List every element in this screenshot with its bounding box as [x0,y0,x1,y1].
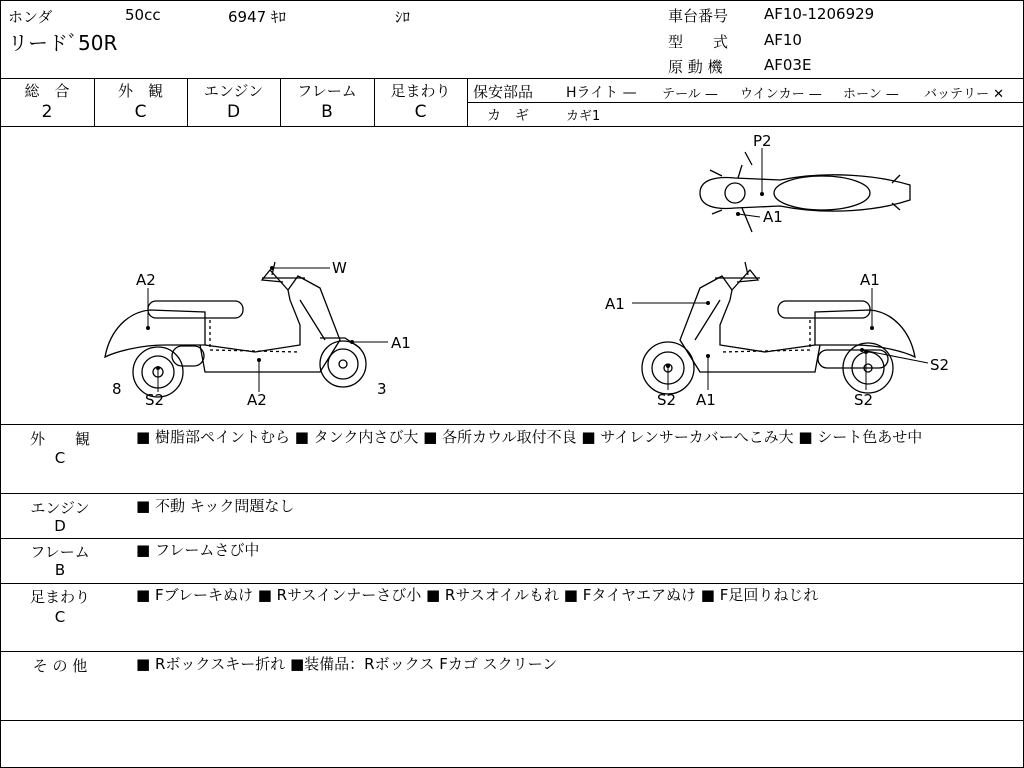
grade-frame-value: B [321,102,333,122]
engine-label: 原 動 機 [668,58,723,76]
label-top-a1: A1 [763,208,783,226]
label-left-3: 3 [377,380,387,398]
remark-engine-label: エンジン [30,499,90,517]
safety-label: 保安部品 [473,83,534,101]
label-left-8: 8 [112,380,122,398]
frame-no-label: 車台番号 [668,7,729,25]
grade-suspension-label: 足まわり [390,82,451,100]
engine-value: AF03E [764,56,812,74]
label-right-s2-muffler: S2 [930,356,950,374]
mileage: 6947 ｷﾛ [228,8,286,26]
scooter-top-view [700,152,910,232]
remark-other-label: そ の 他 [32,657,88,675]
remark-exterior-text: ■ 樹脂部ペイントむら ■ タンク内さび大 ■ 各所カウル取付不良 ■ サイレンサーカバーへこみ大 ■ シート色あせ中 [136,428,923,446]
remark-frame-label: フレーム [30,543,90,561]
grade-frame-label: フレーム [297,82,357,100]
remark-exterior-grade: C [54,449,66,467]
label-right-a1-bottom: A1 [696,391,716,409]
type-label: 型 式 [668,33,729,51]
label-left-a2-top: A2 [136,271,156,289]
type-value: AF10 [764,31,802,49]
remark-suspension-text: ■ Fブレーキぬけ ■ Rサスインナーさび小 ■ Rサスオイルもれ ■ Fタイヤエアぬけ ■ F足回りねじれ [136,586,819,604]
safety-headlight: Hライト — [566,85,637,101]
label-left-a2-bottom: A2 [247,391,267,409]
grade-exterior-value: C [134,102,147,122]
displacement: 50cc [125,6,161,24]
remark-suspension-grade: C [54,608,66,626]
remark-exterior-label: 外 観 [29,430,90,448]
color: ｼﾛ [395,8,411,26]
safety-horn: ホーン — [843,87,899,102]
remark-suspension-label: 足まわり [29,588,90,606]
label-right-a1-seat: A1 [860,271,880,289]
label-top-p2: P2 [753,132,772,150]
grade-overall-label: 総 合 [24,82,70,100]
safety-tail: テール — [662,87,718,102]
grade-engine-label: エンジン [203,82,264,100]
label-left-w: W [332,259,347,277]
grade-suspension-value: C [414,102,427,122]
key-label: カ ギ [487,108,529,124]
damage-diagram [0,127,1024,423]
remark-engine-grade: D [54,517,66,535]
remark-frame-text: ■ フレームさび中 [136,541,260,559]
label-right-s2-rear: S2 [854,391,874,409]
safety-winker: ウインカー — [740,87,822,102]
label-left-a1: A1 [391,334,411,352]
maker: ホンダ [8,8,53,26]
remark-engine-text: ■ 不動 キック問題なし [136,497,295,515]
label-right-s2-front: S2 [657,391,677,409]
model-name: リードﾞ50R [8,31,118,55]
remark-other-text: ■ Rボックスキー折れ ■装備品：Rボックス Fカゴ スクリーン [136,655,558,673]
grade-engine-value: D [226,102,241,122]
label-left-s2: S2 [145,391,165,409]
label-right-a1-front: A1 [605,295,625,313]
grade-exterior-label: 外 観 [117,82,163,100]
safety-battery: バッテリー ✕ [924,87,1005,102]
grade-overall-value: 2 [41,102,53,122]
key-value: カギ1 [566,109,601,124]
remark-frame-grade: B [54,561,66,579]
frame-no: AF10-1206929 [764,5,875,23]
